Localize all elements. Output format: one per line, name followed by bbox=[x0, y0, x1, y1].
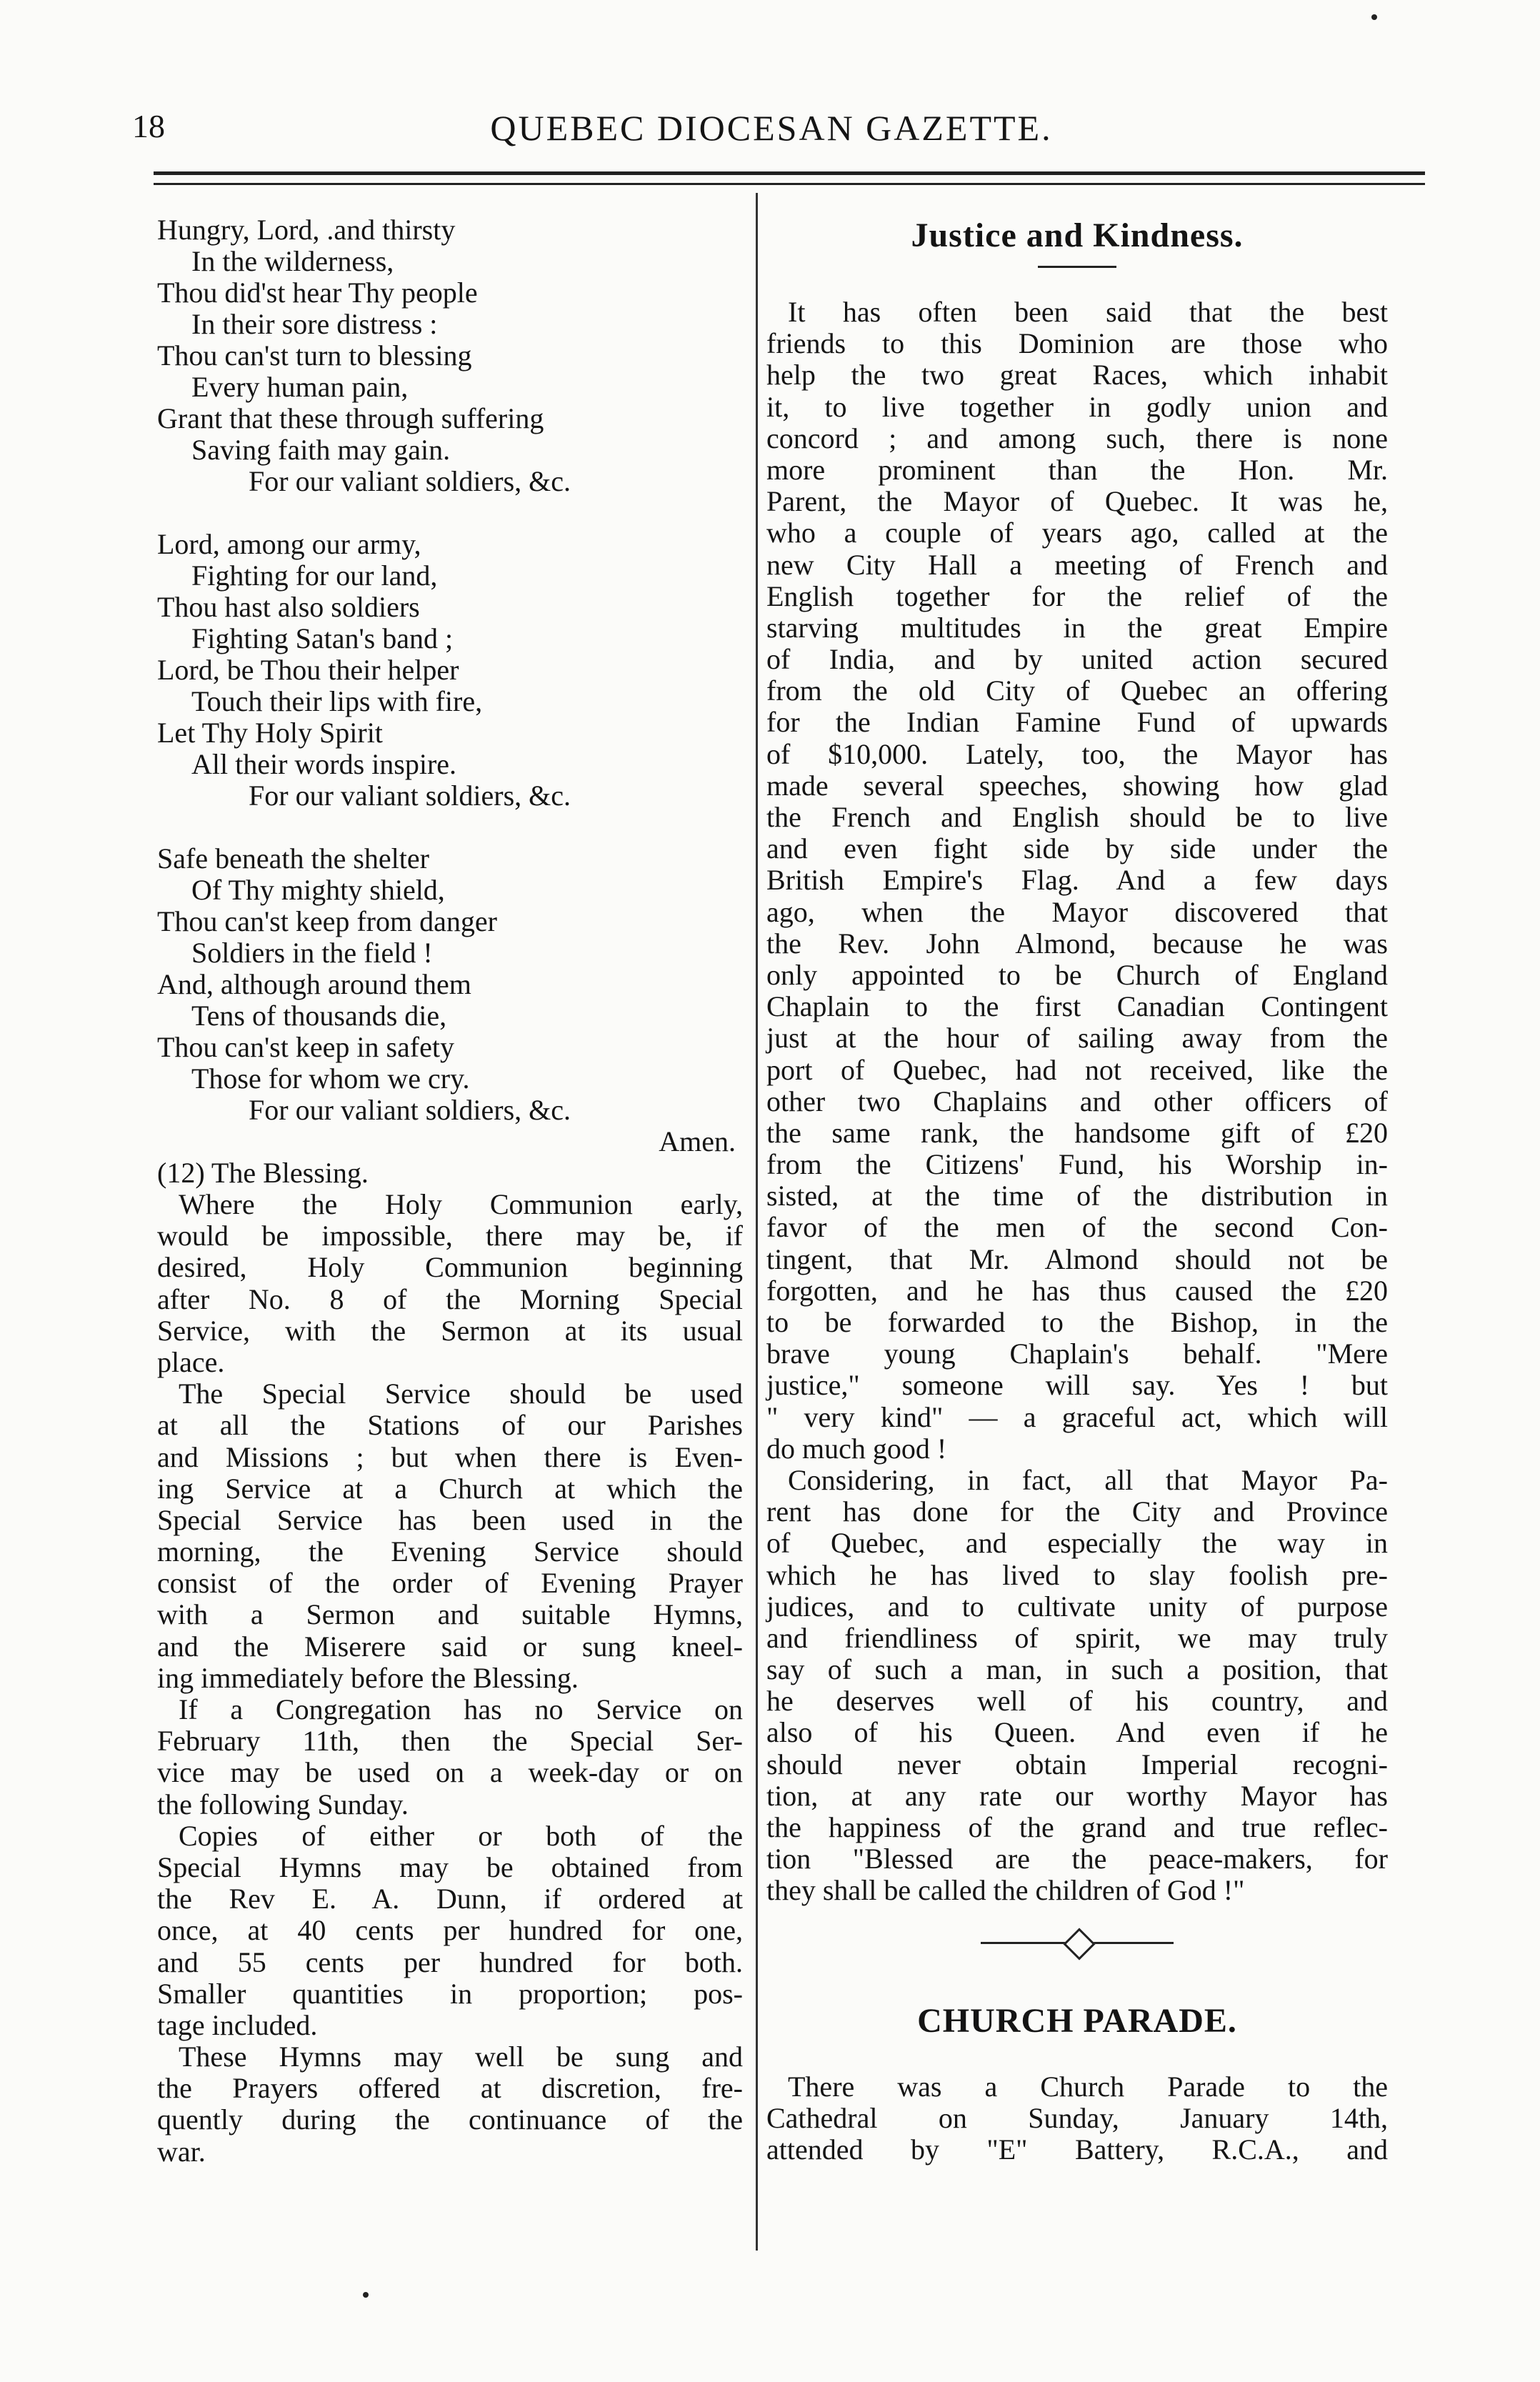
text-line: ing immediately before the Blessing. bbox=[157, 1661, 579, 1694]
paragraph bbox=[157, 1820, 743, 2041]
article-title: Justice and Kindness. bbox=[911, 216, 1244, 254]
text-line: the Rev. John Almond, because he was bbox=[766, 927, 1388, 960]
text-line: British Empire's Flag. And a few days bbox=[766, 864, 1388, 897]
text-line: only appointed to be Church of England bbox=[766, 958, 1388, 991]
verse-line: Thou hast also soldiers bbox=[157, 591, 420, 623]
text-line: the Prayers offered at discretion, fre- bbox=[157, 2072, 743, 2105]
text-line: brave young Chaplain's behalf. "Mere bbox=[766, 1337, 1388, 1370]
page-header bbox=[132, 107, 1411, 157]
hymn-stanza bbox=[157, 529, 743, 812]
text-line: and 55 cents per hundred for both. bbox=[157, 1945, 743, 1978]
print-speck bbox=[363, 2292, 369, 2298]
verse-line: Thou can'st keep in safety bbox=[157, 1031, 454, 1063]
text-line: it, to live together in godly union and bbox=[766, 390, 1388, 423]
publication-title: QUEBEC DIOCESAN GAZETTE. bbox=[490, 108, 1053, 148]
text-line: do much good ! bbox=[766, 1432, 947, 1465]
text-line: say of such a man, in such a position, that bbox=[766, 1653, 1388, 1686]
print-speck bbox=[1371, 14, 1377, 20]
paragraph bbox=[157, 1694, 743, 1820]
text-line: Chaplain to the first Canadian Contingent bbox=[766, 990, 1388, 1023]
text-line: more prominent than the Hon. Mr. bbox=[766, 453, 1388, 486]
verse-line: Thou did'st hear Thy people bbox=[157, 276, 478, 309]
page-number: 18 bbox=[132, 108, 165, 144]
text-line: forgotten, and he has thus caused the £20 bbox=[766, 1274, 1388, 1307]
text-line: starving multitudes in the great Empire bbox=[766, 611, 1388, 644]
verse-line: In their sore distress : bbox=[191, 308, 438, 340]
verse-line: Thou can'st keep from danger bbox=[157, 905, 497, 937]
text-line: Service, with the Sermon at its usual bbox=[157, 1314, 743, 1347]
refrain-line: For our valiant soldiers, &c. bbox=[249, 779, 571, 812]
verse-line: Grant that these through suffering bbox=[157, 402, 544, 434]
text-line: and friendliness of spirit, we may truly bbox=[766, 1621, 1388, 1654]
text-line: Considering, in fact, all that Mayor Pa- bbox=[788, 1463, 1388, 1496]
text-line: February 11th, then the Special Ser- bbox=[157, 1725, 743, 1758]
text-line: Smaller quantities in proportion; pos- bbox=[157, 1977, 743, 2010]
paragraph bbox=[157, 2041, 743, 2168]
text-line: tion, at any rate our worthy Mayor has bbox=[766, 1779, 1388, 1812]
refrain-line: For our valiant soldiers, &c. bbox=[249, 465, 571, 497]
text-line: These Hymns may well be sung and bbox=[179, 2040, 743, 2073]
text-line: " very kind" — a graceful act, which will bbox=[766, 1400, 1388, 1433]
hymn-stanza bbox=[157, 214, 743, 497]
section-divider-ornament bbox=[981, 1928, 1174, 1957]
verse-line: Touch their lips with fire, bbox=[191, 685, 483, 717]
text-line: the following Sunday. bbox=[157, 1788, 409, 1820]
text-line: Special Hymns may be obtained from bbox=[157, 1850, 743, 1883]
text-line: from the old City of Quebec an offering bbox=[766, 674, 1388, 707]
text-line: of Quebec, and especially the way in bbox=[766, 1527, 1388, 1560]
text-line: English together for the relief of the bbox=[766, 579, 1388, 612]
text-line: would be impossible, there may be, if bbox=[157, 1220, 743, 1252]
text-line: once, at 40 cents per hundred for one, bbox=[157, 1914, 743, 1947]
text-line: ing Service at a Church at which the bbox=[157, 1472, 743, 1505]
article-title: CHURCH PARADE. bbox=[917, 2001, 1237, 2040]
text-line: Cathedral on Sunday, January 14th, bbox=[766, 2101, 1388, 2134]
hymn-stanza bbox=[157, 843, 743, 1126]
text-line: place. bbox=[157, 1345, 225, 1378]
text-line: There was a Church Parade to the bbox=[788, 2070, 1388, 2103]
verse-line: Thou can'st turn to blessing bbox=[157, 339, 472, 372]
text-line: made several speeches, showing how glad bbox=[766, 769, 1388, 802]
text-line: also of his Queen. And even if he bbox=[766, 1716, 1388, 1749]
left-column bbox=[157, 214, 743, 2168]
text-line: from the Citizens' Fund, his Worship in- bbox=[766, 1148, 1388, 1181]
verse-line: Of Thy mighty shield, bbox=[191, 874, 445, 906]
text-line: Copies of either or both of the bbox=[179, 1819, 743, 1852]
verse-line: Fighting for our land, bbox=[191, 559, 438, 592]
verse-line: Tens of thousands die, bbox=[191, 1000, 447, 1032]
verse-line: Hungry, Lord, .and thirsty bbox=[157, 214, 456, 246]
text-line: other two Chaplains and other officers of bbox=[766, 1085, 1388, 1117]
verse-line: Lord, be Thou their helper bbox=[157, 654, 459, 686]
text-line: concord ; and among such, there is none bbox=[766, 422, 1388, 454]
text-line: attended by "E" Battery, R.C.A., and bbox=[766, 2133, 1388, 2166]
text-line: new City Hall a meeting of French and bbox=[766, 548, 1388, 581]
verse-line: Fighting Satan's band ; bbox=[191, 622, 454, 654]
text-line: and the Miserere said or sung kneel- bbox=[157, 1630, 743, 1663]
text-line: for the Indian Famine Fund of upwards bbox=[766, 706, 1388, 739]
text-line: judices, and to cultivate unity of purpose bbox=[766, 1590, 1388, 1623]
text-line: friends to this Dominion are those who bbox=[766, 327, 1388, 360]
text-line: port of Quebec, had not received, like the bbox=[766, 1053, 1388, 1086]
text-line: which he has lived to slay foolish pre- bbox=[766, 1558, 1388, 1591]
diamond-ornament-icon bbox=[1063, 1928, 1095, 1960]
paragraph bbox=[157, 1189, 743, 1378]
text-line: at all the Stations of our Parishes bbox=[157, 1409, 743, 1442]
text-line: Special Service has been used in the bbox=[157, 1503, 743, 1536]
article-church-parade bbox=[766, 2000, 1388, 2166]
text-line: the happiness of the grand and true reflec- bbox=[766, 1811, 1388, 1843]
paragraph bbox=[157, 1378, 743, 1694]
text-line: morning, the Evening Service should bbox=[157, 1535, 743, 1568]
verse-line: Those for whom we cry. bbox=[191, 1062, 470, 1095]
text-line: and even fight side by side under the bbox=[766, 832, 1388, 865]
header-rule-thin bbox=[154, 183, 1425, 185]
article-justice-and-kindness bbox=[766, 214, 1388, 1907]
text-line: to be forwarded to the Bishop, in the bbox=[766, 1306, 1388, 1338]
text-line: favor of the men of the second Con- bbox=[766, 1211, 1388, 1244]
text-line: the Rev E. A. Dunn, if ordered at bbox=[157, 1883, 743, 1915]
verse-line: In the wilderness, bbox=[191, 245, 394, 277]
text-line: of India, and by united action secured bbox=[766, 643, 1388, 676]
text-line: vice may be used on a week-day or on bbox=[157, 1756, 743, 1789]
text-line: tingent, that Mr. Almond should not be bbox=[766, 1242, 1388, 1275]
text-line: consist of the order of Evening Prayer bbox=[157, 1567, 743, 1600]
text-line: justice," someone will say. Yes ! but bbox=[766, 1369, 1388, 1402]
verse-line: Let Thy Holy Spirit bbox=[157, 717, 383, 749]
verse-line: Safe beneath the shelter bbox=[157, 842, 429, 874]
text-line: The Special Service should be used bbox=[179, 1377, 743, 1410]
text-line: with a Sermon and suitable Hymns, bbox=[157, 1598, 743, 1631]
paragraph bbox=[766, 1465, 1388, 1907]
paragraph bbox=[766, 296, 1388, 1465]
column-divider bbox=[756, 193, 758, 2251]
verse-line: All their words inspire. bbox=[191, 748, 457, 780]
verse-line: Saving faith may gain. bbox=[191, 434, 451, 466]
text-line: war. bbox=[157, 2135, 206, 2168]
verse-line: Every human pain, bbox=[191, 371, 409, 403]
verse-line: And, although around them bbox=[157, 968, 471, 1000]
text-line: of $10,000. Lately, too, the Mayor has bbox=[766, 737, 1388, 770]
text-line: Where the Holy Communion early, bbox=[179, 1188, 743, 1220]
text-line: who a couple of years ago, called at the bbox=[766, 517, 1388, 549]
text-line: the French and English should be to live bbox=[766, 801, 1388, 833]
amen: Amen. bbox=[659, 1125, 736, 1157]
text-line: quently during the continuance of the bbox=[157, 2103, 743, 2136]
title-rule bbox=[1038, 266, 1116, 268]
text-line: the same rank, the handsome gift of £20 bbox=[766, 1116, 1388, 1149]
text-line: It has often been said that the best bbox=[788, 296, 1388, 328]
text-line: just at the hour of sailing away from the bbox=[766, 1022, 1388, 1055]
verse-line: Lord, among our army, bbox=[157, 528, 421, 560]
text-line: tage included. bbox=[157, 2008, 318, 2041]
text-line: ago, when the Mayor discovered that bbox=[766, 895, 1388, 928]
text-line: If a Congregation has no Service on bbox=[179, 1693, 743, 1725]
blessing-heading: (12) The Blessing. bbox=[157, 1157, 369, 1189]
text-line: after No. 8 of the Morning Special bbox=[157, 1282, 743, 1315]
text-line: he deserves well of his country, and bbox=[766, 1685, 1388, 1718]
text-line: should never obtain Imperial recogni- bbox=[766, 1748, 1388, 1780]
text-line: rent has done for the City and Province bbox=[766, 1495, 1388, 1528]
refrain-line: For our valiant soldiers, &c. bbox=[249, 1094, 571, 1126]
text-line: desired, Holy Communion beginning bbox=[157, 1251, 743, 1284]
verse-line: Soldiers in the field ! bbox=[191, 937, 433, 969]
text-line: tion "Blessed are the peace-makers, for bbox=[766, 1843, 1388, 1875]
text-line: Parent, the Mayor of Quebec. It was he, bbox=[766, 485, 1388, 518]
header-rule-thick bbox=[154, 171, 1425, 175]
text-line: they shall be called the children of God !" bbox=[766, 1874, 1245, 1907]
text-line: help the two great Races, which inhabit bbox=[766, 359, 1388, 392]
text-line: sisted, at the time of the distribution in bbox=[766, 1180, 1388, 1212]
right-column bbox=[766, 214, 1388, 2166]
text-line: and Missions ; but when there is Even- bbox=[157, 1440, 743, 1473]
